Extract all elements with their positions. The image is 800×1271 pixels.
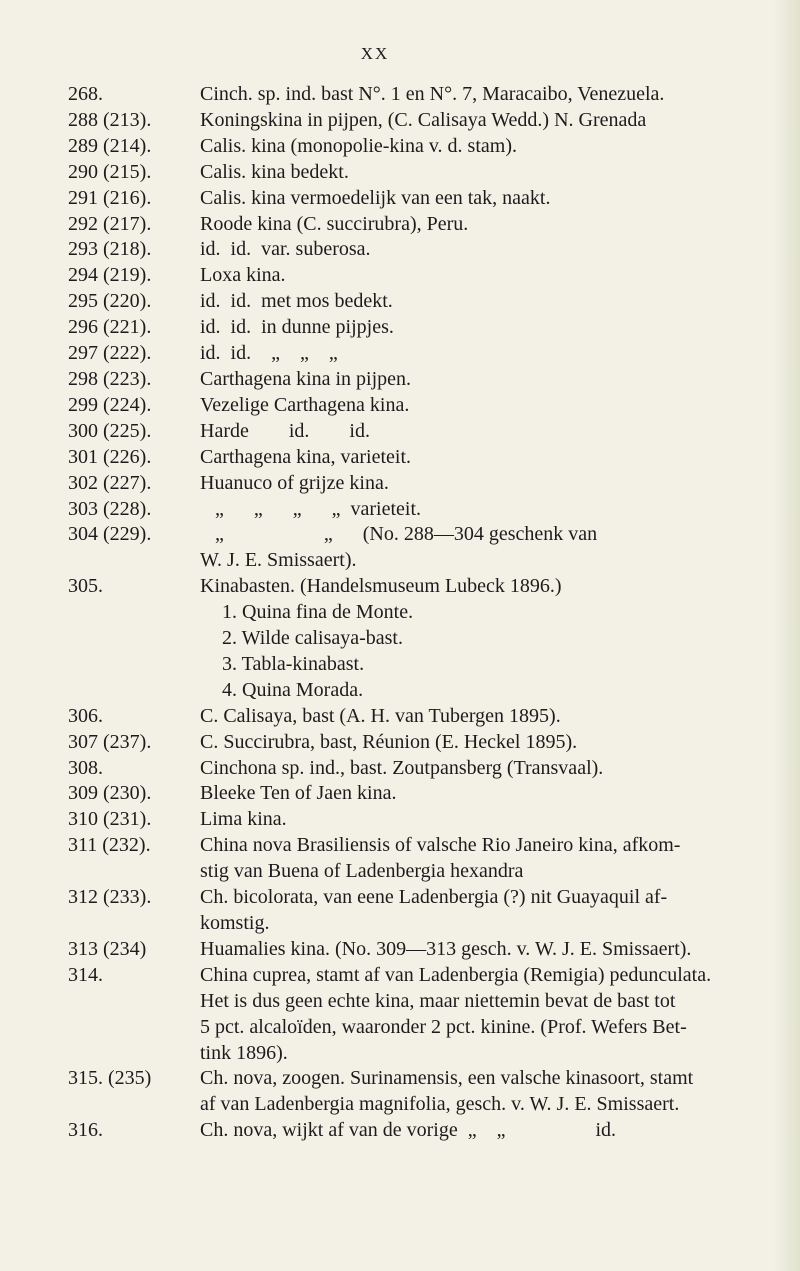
catalog-entry [0,807,740,833]
entry-number: 289 (214). [68,134,152,157]
entry-text [200,289,740,315]
catalog-entry [0,419,740,445]
entry-text [200,108,740,134]
entry-text [200,756,740,782]
catalog-entry [0,134,740,160]
entry-text [200,833,740,885]
page-edge-shadow [774,0,800,1271]
page-number: XX [360,44,390,63]
entry-number: 314. [68,963,103,986]
entry-text [200,807,740,833]
catalog-entry [0,341,740,367]
entry-text [200,367,740,393]
entry-text [200,393,740,419]
catalog-entry [0,263,740,289]
entry-line: „ „ „ „ varieteit. [200,497,422,520]
entry-text [200,730,740,756]
entry-line: C. Calisaya, bast (A. H. van Tubergen 1895). [200,704,561,727]
entry-number: 305. [68,575,103,598]
catalog-entry [0,963,740,1067]
entry-line: Harde id. id. [200,419,370,442]
entry-line: Loxa kina. [200,264,286,287]
catalog-entry [0,522,740,574]
entry-text [200,574,740,704]
catalog-entry [0,212,740,238]
entry-line: 5 pct. alcaloïden, waaronder 2 pct. kinine. (Prof. Wefers Bet- [200,1015,687,1038]
catalog-entry [0,186,740,212]
entry-line: id. id. „ „ „ [200,342,338,365]
entry-text [200,263,740,289]
catalog-entry [0,471,740,497]
catalog-entry [0,289,740,315]
entry-number: 302 (227). [68,471,152,494]
catalog-entries [0,82,740,1144]
entry-number: 292 (217). [68,212,152,235]
entry-text [200,212,740,238]
sub-item: 2. Wilde calisaya-bast. [222,627,403,650]
catalog-entry [0,367,740,393]
entry-line: Lima kina. [200,808,287,831]
entry-line: Carthagena kina, varieteit. [200,445,412,468]
entry-line: Calis. kina (monopolie-kina v. d. stam). [200,134,517,157]
entry-text [200,82,740,108]
entry-line: Ch. nova, zoogen. Surinamensis, een valsche kinasoort, stamt [200,1067,694,1090]
entry-text [200,186,740,212]
entry-number: 288 (213). [68,108,152,131]
entry-number: 307 (237). [68,730,152,753]
entry-text [200,160,740,186]
entry-line: W. J. E. Smissaert). [200,549,357,572]
entry-number: 268. [68,83,103,105]
entry-line: Roode kina (C. succirubra), Peru. [200,212,469,235]
entry-number: 308. [68,756,103,779]
entry-text [200,522,740,574]
entry-line: Huamalies kina. (No. 309—313 gesch. v. W. J. E. Smissaert). [200,937,692,960]
entry-line: tink 1896). [200,1041,288,1064]
catalog-entry [0,82,740,108]
entry-number: 295 (220). [68,290,152,313]
catalog-entry [0,445,740,471]
entry-line: id. id. var. suberosa. [200,238,371,261]
entry-line: Vezelige Carthagena kina. [200,393,410,416]
entry-text [200,341,740,367]
entry-line: „ „ (No. 288—304 geschenk van [200,523,598,546]
entry-number: 316. [68,1119,103,1142]
entry-line: Ch. nova, wijkt af van de vorige „ „ id. [200,1119,617,1142]
catalog-entry [0,704,740,730]
catalog-entry [0,315,740,341]
entry-number: 297 (222). [68,342,152,365]
entry-line: af van Ladenbergia magnifolia, gesch. v. W. J. E. Smissaert. [200,1093,680,1116]
entry-number: 300 (225). [68,419,152,442]
catalog-entry [0,781,740,807]
entry-text [200,134,740,160]
catalog-entry [0,756,740,782]
entry-number: 293 (218). [68,238,152,261]
catalog-entry [0,833,740,885]
entry-number: 309 (230). [68,782,152,805]
entry-text [200,963,740,1067]
entry-line: Bleeke Ten of Jaen kina. [200,782,397,805]
entry-text [200,471,740,497]
entry-text [200,704,740,730]
sub-item: 1. Quina fina de Monte. [222,601,414,624]
entry-text [200,445,740,471]
entry-line: Koningskina in pijpen, (C. Calisaya Wedd.) N. Grenada [200,108,647,131]
entry-line: China cuprea, stamt af van Ladenbergia (Remigia) pedunculata. [200,963,712,986]
entry-number: 303 (228). [68,497,152,520]
entry-number: 315. (235) [68,1067,152,1090]
catalog-entry [0,393,740,419]
catalog-entry [0,160,740,186]
entry-text [200,419,740,445]
catalog-entry [0,885,740,937]
entry-text [200,315,740,341]
entry-line: Cinch. sp. ind. bast N°. 1 en N°. 7, Maracaibo, Venezuela. [200,83,665,105]
entry-number: 296 (221). [68,316,152,339]
entry-number: 290 (215). [68,160,152,183]
entry-number: 301 (226). [68,445,152,468]
entry-line: id. id. met mos bedekt. [200,290,393,313]
catalog-entry [0,730,740,756]
entry-number: 294 (219). [68,264,152,287]
entry-number: 304 (229). [68,523,152,546]
entry-text [200,885,740,937]
entry-number: 312 (233). [68,886,152,909]
catalog-entry [0,574,740,704]
entry-number: 311 (232). [68,834,151,857]
entry-line: C. Succirubra, bast, Réunion (E. Heckel 1895). [200,730,578,753]
entry-number: 298 (223). [68,367,152,390]
entry-line: stig van Buena of Ladenbergia hexandra [200,860,524,883]
entry-text [200,937,740,963]
entry-line: Calis. kina vermoedelijk van een tak, naakt. [200,186,551,209]
entry-line: Kinabasten. (Handelsmuseum Lubeck 1896.) [200,575,562,598]
entry-line: Ch. bicolorata, van eene Ladenbergia (?) nit Guayaquil af- [200,886,668,909]
entry-line: Huanuco of grijze kina. [200,471,389,494]
entry-line: China nova Brasiliensis of valsche Rio Janeiro kina, afkom- [200,834,681,857]
catalog-entry [0,1118,740,1144]
entry-text [200,1066,740,1118]
catalog-entry [0,237,740,263]
entry-line: komstig. [200,912,270,934]
sub-item: 3. Tabla-kinabast. [222,652,365,675]
entry-number: 291 (216). [68,186,152,209]
entry-line: Calis. kina bedekt. [200,160,349,183]
catalog-entry [0,497,740,523]
catalog-entry [0,937,740,963]
entry-line: Carthagena kina in pijpen. [200,367,412,390]
entry-line: Cinchona sp. ind., bast. Zoutpansberg (Transvaal). [200,756,604,779]
entry-text [200,1118,740,1144]
entry-text [200,497,740,523]
catalog-entry [0,1066,740,1118]
entry-line: Het is dus geen echte kina, maar niettemin bevat de bast tot [200,989,676,1012]
entry-text [200,781,740,807]
entry-line: id. id. in dunne pijpjes. [200,316,394,339]
entry-number: 310 (231). [68,808,152,831]
entry-number: 299 (224). [68,393,152,416]
catalog-entry [0,108,740,134]
entry-number: 313 (234) [68,937,147,960]
entry-text [200,237,740,263]
sub-item: 4. Quina Morada. [222,678,364,701]
entry-number: 306. [68,704,103,727]
